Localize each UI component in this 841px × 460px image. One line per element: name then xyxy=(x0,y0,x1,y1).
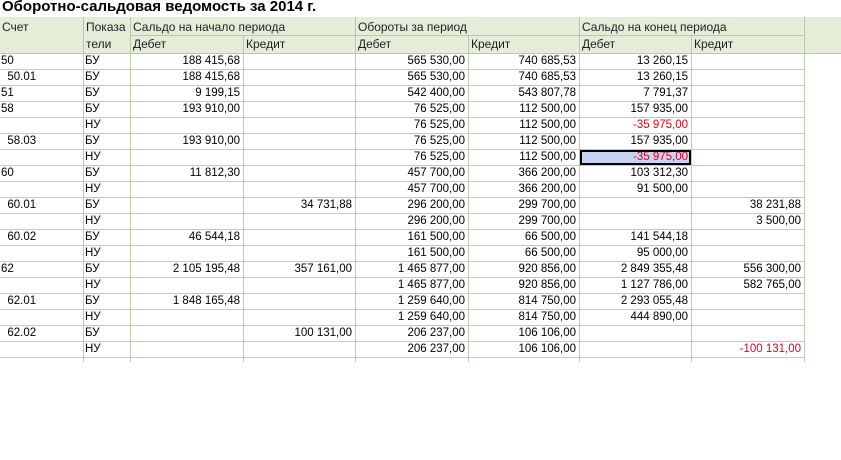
closing-debit-cell[interactable]: 444 890,00 xyxy=(630,311,688,323)
opening-debit-cell[interactable]: 1 848 165,48 xyxy=(172,295,240,307)
turnover-credit-cell[interactable]: 366 200,00 xyxy=(518,183,576,195)
closing-credit-cell[interactable] xyxy=(692,102,804,117)
closing-credit-cell[interactable] xyxy=(692,54,804,69)
opening-debit-cell[interactable] xyxy=(131,118,243,133)
closing-credit-cell[interactable]: -100 131,00 xyxy=(739,343,801,355)
closing-debit-cell[interactable]: 13 260,15 xyxy=(636,71,688,83)
table-row xyxy=(0,134,804,150)
header-divider xyxy=(804,17,805,53)
opening-credit-cell[interactable] xyxy=(244,166,355,181)
closing-debit-cell[interactable]: 2 849 355,48 xyxy=(620,263,688,275)
turnover-debit-cell[interactable]: 542 400,00 xyxy=(407,87,465,99)
opening-credit-cell[interactable] xyxy=(244,150,355,165)
report-title: Оборотно-сальдовая ведомость за 2014 г. xyxy=(2,0,317,15)
turnover-credit-cell[interactable]: 112 500,00 xyxy=(519,151,576,163)
indicator-cell[interactable]: БУ xyxy=(85,231,100,243)
closing-credit-cell[interactable]: 3 500,00 xyxy=(756,215,801,227)
indicator-cell[interactable]: БУ xyxy=(85,55,100,67)
table-row xyxy=(0,214,804,230)
account-cell[interactable]: 62.02 xyxy=(1,327,37,339)
opening-debit-cell[interactable]: 193 910,00 xyxy=(182,135,240,147)
opening-debit-cell[interactable] xyxy=(131,198,243,213)
closing-credit-cell[interactable]: 556 300,00 xyxy=(743,263,801,275)
turnover-debit-cell[interactable]: 457 700,00 xyxy=(407,183,465,195)
indicator-cell[interactable]: БУ xyxy=(85,263,100,275)
opening-credit-cell[interactable] xyxy=(244,342,355,357)
indicator-cell[interactable]: БУ xyxy=(85,135,100,147)
turnover-debit-cell[interactable]: 161 500,00 xyxy=(407,247,465,259)
turnover-credit-cell[interactable]: 299 700,00 xyxy=(518,215,576,227)
opening-debit-cell[interactable] xyxy=(131,310,243,325)
closing-debit-cell[interactable] xyxy=(580,342,691,357)
turnover-debit-cell[interactable]: 206 237,00 xyxy=(407,327,465,339)
header-opening-balance: Сальдо на начало периода xyxy=(133,20,286,34)
balance-table xyxy=(0,54,804,358)
opening-credit-cell[interactable] xyxy=(244,54,355,69)
account-cell[interactable] xyxy=(0,342,82,357)
account-cell[interactable] xyxy=(0,278,82,293)
turnover-debit-cell[interactable]: 76 525,00 xyxy=(413,103,465,115)
indicator-cell[interactable]: БУ xyxy=(85,327,100,339)
closing-credit-cell[interactable] xyxy=(692,134,804,149)
turnover-credit-cell[interactable]: 366 200,00 xyxy=(518,167,576,179)
opening-debit-cell[interactable]: 188 415,68 xyxy=(182,55,240,67)
account-cell[interactable]: 58.03 xyxy=(1,135,37,147)
table-row xyxy=(0,54,804,70)
closing-credit-cell[interactable] xyxy=(692,118,804,133)
closing-credit-cell[interactable]: 582 765,00 xyxy=(743,279,801,291)
opening-credit-cell[interactable] xyxy=(244,310,355,325)
closing-credit-cell[interactable] xyxy=(692,70,804,85)
header-indicator-line2: тели xyxy=(86,37,112,51)
opening-debit-cell[interactable] xyxy=(131,246,243,261)
turnover-debit-cell[interactable]: 76 525,00 xyxy=(413,135,465,147)
opening-credit-cell[interactable] xyxy=(244,70,355,85)
table-row xyxy=(0,230,804,246)
turnover-credit-cell[interactable]: 112 500,00 xyxy=(519,135,576,147)
header-opening-debit: Дебет xyxy=(133,37,167,51)
opening-debit-cell[interactable] xyxy=(131,326,243,341)
closing-debit-cell[interactable]: 13 260,15 xyxy=(636,55,688,67)
turnover-debit-cell[interactable]: 1 259 640,00 xyxy=(397,295,465,307)
turnover-debit-cell[interactable]: 457 700,00 xyxy=(407,167,465,179)
turnover-debit-cell[interactable]: 296 200,00 xyxy=(407,215,465,227)
account-cell[interactable]: 60.02 xyxy=(1,231,37,243)
opening-debit-cell[interactable]: 188 415,68 xyxy=(182,71,240,83)
closing-credit-cell[interactable] xyxy=(692,166,804,181)
turnover-credit-cell[interactable]: 299 700,00 xyxy=(518,199,576,211)
indicator-cell[interactable]: НУ xyxy=(85,343,101,355)
closing-debit-cell[interactable] xyxy=(580,214,691,229)
closing-debit-cell[interactable]: 95 000,00 xyxy=(636,247,688,259)
indicator-cell[interactable]: БУ xyxy=(85,103,100,115)
opening-credit-cell[interactable] xyxy=(244,214,355,229)
opening-debit-cell[interactable] xyxy=(131,342,243,357)
account-cell[interactable]: 60 xyxy=(1,167,14,179)
grid-line xyxy=(804,54,805,362)
selected-cell[interactable]: -35 975,00 xyxy=(580,150,691,165)
closing-debit-cell[interactable] xyxy=(580,326,691,341)
turnover-credit-cell[interactable]: 814 750,00 xyxy=(518,311,576,323)
opening-debit-cell[interactable]: 2 105 195,48 xyxy=(172,263,240,275)
opening-credit-cell[interactable] xyxy=(244,102,355,117)
opening-debit-cell[interactable] xyxy=(131,182,243,197)
turnover-credit-cell[interactable]: 66 500,00 xyxy=(524,247,576,259)
turnover-credit-cell[interactable]: 106 106,00 xyxy=(518,343,576,355)
closing-debit-cell[interactable]: 1 127 786,00 xyxy=(620,279,688,291)
turnover-credit-cell[interactable]: 920 856,00 xyxy=(518,279,576,291)
turnover-debit-cell[interactable]: 206 237,00 xyxy=(407,343,465,355)
account-cell[interactable]: 60.01 xyxy=(1,199,37,211)
turnover-credit-cell[interactable]: 920 856,00 xyxy=(518,263,576,275)
indicator-cell[interactable]: НУ xyxy=(85,151,101,163)
turnover-credit-cell[interactable]: 66 500,00 xyxy=(524,231,576,243)
turnover-debit-cell[interactable]: 565 530,00 xyxy=(407,71,465,83)
closing-credit-cell[interactable] xyxy=(692,310,804,325)
account-cell[interactable]: 50 xyxy=(1,55,14,67)
opening-credit-cell[interactable] xyxy=(244,86,355,101)
closing-debit-cell[interactable]: 157 935,00 xyxy=(630,135,688,147)
turnover-credit-cell[interactable]: 112 500,00 xyxy=(519,119,576,131)
table-row xyxy=(0,262,804,278)
opening-credit-cell[interactable]: 34 731,88 xyxy=(300,199,352,211)
opening-credit-cell[interactable] xyxy=(244,294,355,309)
opening-debit-cell[interactable] xyxy=(131,150,243,165)
closing-debit-cell[interactable]: 141 544,18 xyxy=(630,231,688,243)
account-cell[interactable]: 50.01 xyxy=(1,71,37,83)
indicator-cell[interactable]: НУ xyxy=(85,279,101,291)
turnover-debit-cell[interactable]: 161 500,00 xyxy=(407,231,465,243)
closing-debit-cell[interactable]: -35 975,00 xyxy=(633,119,688,131)
closing-credit-cell[interactable] xyxy=(692,326,804,341)
account-cell[interactable] xyxy=(0,118,82,133)
opening-credit-cell[interactable]: 357 161,00 xyxy=(294,263,352,275)
turnover-credit-cell[interactable]: 543 807,78 xyxy=(518,87,576,99)
opening-credit-cell[interactable] xyxy=(244,278,355,293)
turnover-debit-cell[interactable]: 296 200,00 xyxy=(407,199,465,211)
table-row xyxy=(0,70,804,86)
opening-credit-cell[interactable] xyxy=(244,134,355,149)
header-turnover-credit: Кредит xyxy=(471,37,511,51)
opening-credit-cell[interactable] xyxy=(244,182,355,197)
turnover-credit-cell[interactable]: 740 685,53 xyxy=(518,55,576,67)
table-row xyxy=(0,246,804,262)
closing-credit-cell[interactable] xyxy=(692,230,804,245)
header-indicator-line1: Показа xyxy=(86,20,126,34)
table-row xyxy=(0,198,804,214)
account-cell[interactable] xyxy=(0,150,82,165)
turnover-debit-cell[interactable]: 76 525,00 xyxy=(413,119,465,131)
turnover-debit-cell[interactable]: 565 530,00 xyxy=(407,55,465,67)
indicator-cell[interactable]: БУ xyxy=(85,87,100,99)
turnover-debit-cell[interactable]: 1 259 640,00 xyxy=(397,311,465,323)
account-cell[interactable] xyxy=(0,182,82,197)
turnover-debit-cell[interactable]: 1 465 877,00 xyxy=(397,279,465,291)
table-row xyxy=(0,326,804,342)
header-turnover: Обороты за период xyxy=(358,20,467,34)
indicator-cell[interactable]: БУ xyxy=(85,199,100,211)
header-closing-debit: Дебет xyxy=(582,37,616,51)
opening-credit-cell[interactable]: 100 131,00 xyxy=(294,327,352,339)
table-row xyxy=(0,166,804,182)
closing-debit-cell[interactable]: 91 500,00 xyxy=(636,183,688,195)
table-row xyxy=(0,150,804,166)
header-closing-balance: Сальдо на конец периода xyxy=(582,20,727,34)
header-account: Счет xyxy=(2,20,29,34)
closing-debit-cell[interactable]: 7 791,37 xyxy=(643,87,688,99)
table-row xyxy=(0,102,804,118)
turnover-debit-cell[interactable]: 1 465 877,00 xyxy=(397,263,465,275)
indicator-cell[interactable]: БУ xyxy=(85,295,100,307)
closing-credit-cell[interactable] xyxy=(692,150,804,165)
table-row xyxy=(0,342,804,358)
closing-credit-cell[interactable]: 38 231,88 xyxy=(749,199,801,211)
header-turnover-debit: Дебет xyxy=(358,37,392,51)
account-cell[interactable]: 58 xyxy=(1,103,14,115)
indicator-cell[interactable]: НУ xyxy=(85,247,101,259)
table-row xyxy=(0,118,804,134)
closing-debit-cell[interactable]: 157 935,00 xyxy=(630,103,688,115)
account-cell[interactable] xyxy=(0,214,82,229)
closing-debit-cell[interactable]: 103 312,30 xyxy=(630,167,688,179)
turnover-credit-cell[interactable]: 740 685,53 xyxy=(518,71,576,83)
opening-debit-cell[interactable]: 11 812,30 xyxy=(189,167,240,179)
table-row xyxy=(0,182,804,198)
opening-debit-cell[interactable]: 9 199,15 xyxy=(195,87,240,99)
turnover-credit-cell[interactable]: 112 500,00 xyxy=(519,103,576,115)
account-cell[interactable] xyxy=(0,310,82,325)
opening-debit-cell[interactable] xyxy=(131,214,243,229)
account-cell[interactable]: 51 xyxy=(1,87,14,99)
opening-credit-cell[interactable] xyxy=(244,246,355,261)
indicator-cell[interactable]: БУ xyxy=(85,71,100,83)
table-row xyxy=(0,294,804,310)
opening-credit-cell[interactable] xyxy=(244,118,355,133)
indicator-cell[interactable]: НУ xyxy=(85,215,101,227)
opening-credit-cell[interactable] xyxy=(244,230,355,245)
opening-debit-cell[interactable]: 46 544,18 xyxy=(188,231,240,243)
table-row xyxy=(0,310,804,326)
indicator-cell[interactable]: НУ xyxy=(85,311,101,323)
turnover-credit-cell[interactable]: 106 106,00 xyxy=(518,327,576,339)
indicator-cell[interactable]: БУ xyxy=(85,167,100,179)
opening-debit-cell[interactable] xyxy=(131,278,243,293)
closing-credit-cell[interactable] xyxy=(692,86,804,101)
header-closing-credit: Кредит xyxy=(694,37,734,51)
closing-credit-cell[interactable] xyxy=(692,294,804,309)
turnover-debit-cell[interactable]: 76 525,00 xyxy=(413,151,465,163)
indicator-cell[interactable]: НУ xyxy=(85,119,101,131)
indicator-cell[interactable]: НУ xyxy=(85,183,101,195)
closing-debit-cell[interactable] xyxy=(580,198,691,213)
closing-debit-cell[interactable]: 2 293 055,48 xyxy=(620,295,688,307)
account-cell[interactable]: 62.01 xyxy=(1,295,37,307)
account-cell[interactable]: 62 xyxy=(1,263,14,275)
closing-credit-cell[interactable] xyxy=(692,246,804,261)
table-row xyxy=(0,86,804,102)
opening-debit-cell[interactable]: 193 910,00 xyxy=(182,103,240,115)
closing-credit-cell[interactable] xyxy=(692,182,804,197)
table-row xyxy=(0,278,804,294)
turnover-credit-cell[interactable]: 814 750,00 xyxy=(518,295,576,307)
header-opening-credit: Кредит xyxy=(246,37,286,51)
account-cell[interactable] xyxy=(0,246,82,261)
